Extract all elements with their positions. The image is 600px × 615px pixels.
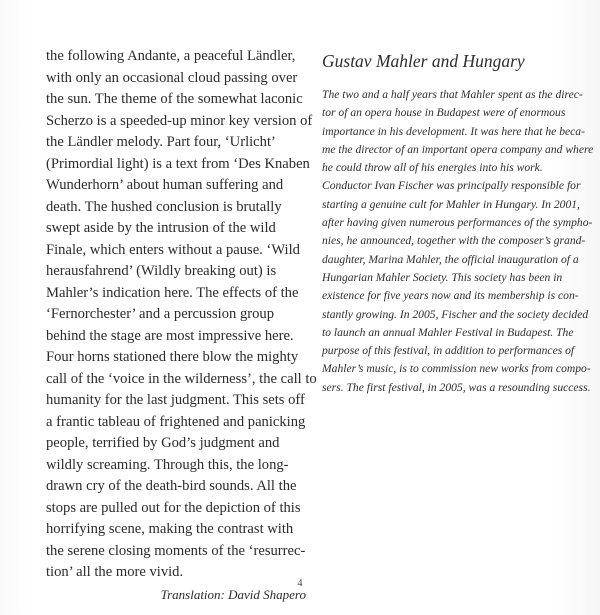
text-line: ‘Fernorchester’ and a percussion group (46, 306, 275, 322)
text-line: with only an occasional cloud passing over (46, 69, 298, 86)
text-line: the following Andante, a peaceful Ländler, (46, 48, 296, 64)
text-line: humanity for the last judgment. This sets off (46, 392, 305, 408)
text-line: Finale, which enters without a pause. ‘Wild (46, 241, 300, 258)
text-line: importance in his development. It was here that he beca- (322, 124, 585, 138)
text-line: the sun. The theme of the somewhat laconic (46, 91, 303, 107)
article-title: Gustav Mahler and Hungary (322, 51, 525, 71)
text-line: wildly screaming. Through this, the long- (46, 456, 289, 473)
text-line: Four horns stationed there blow the mighty (46, 349, 299, 365)
article-paragraph (322, 86, 594, 397)
text-line: nies, he announced, together with the composer’s grand- (322, 234, 586, 248)
text-line: death. The hushed conclusion is brutally (46, 198, 282, 215)
text-line: stops are pulled out for the depiction of this (46, 499, 301, 516)
text-line: tion’ all the more vivid. (46, 564, 184, 580)
text-line: Scherzo is a speeded-up minor key version of (46, 112, 313, 129)
text-line: he could throw all of his energies into his work. (322, 161, 543, 175)
text-line: Wunderhorn’ about human suffering and (46, 177, 284, 193)
text-line: drawn cry of the death-bird sounds. All the (46, 478, 297, 494)
text-line: The two and a half years that Mahler spent as the direc- (322, 88, 583, 101)
text-line: Conductor Ivan Fischer was principally responsible for (322, 179, 581, 193)
text-line: after having given numerous performances of the sympho- (322, 216, 593, 230)
text-line: (Primordial light) is a text from ‘Des Knaben (46, 155, 310, 172)
text-line: stantly growing. In 2005, Fischer and the society decided (322, 307, 589, 321)
text-line: me the director of an important opera company and where (322, 142, 594, 156)
left-column-text (46, 46, 317, 605)
text-line: starting a genuine cult for Mahler in Hungary. In 2001, (322, 197, 580, 211)
text-line: herausfahrend’ (Wildly breaking out) is (46, 263, 277, 279)
text-line: Hungarian Mahler Society. This society has been in (322, 270, 563, 284)
text-line: the serene closing moments of the ‘resurrec- (46, 542, 306, 559)
text-line: Mahler’s music, is to commission new works from compo- (322, 362, 591, 376)
text-line: people, terrified by God’s judgment and (46, 435, 280, 451)
text-line: sers. The first festival, in 2005, was a resounding success. (322, 380, 591, 394)
text-line: purpose of this festival, in addition to performances of (322, 344, 575, 358)
text-line: swept aside by the intrusion of the wild (46, 220, 276, 236)
text-line: tor of an opera house in Budapest were of enormous (322, 106, 566, 120)
text-line: to launch an annual Mahler Festival in Budapest. The (322, 325, 574, 339)
right-column-article (322, 50, 594, 397)
text-line: the Ländler melody. Part four, ‘Urlicht’ (46, 134, 276, 150)
text-line: behind the stage are most impressive here. (46, 327, 294, 344)
left-paragraph (46, 46, 317, 584)
text-line: Mahler’s indication here. The effects of the (46, 284, 299, 301)
translation-credit: Translation: David Shapero (160, 586, 306, 602)
text-line: call of the ‘voice in the wilderness’, the call to (46, 370, 317, 387)
text-line: a frantic tableau of frightened and panicking (46, 413, 306, 430)
text-line: daughter, Marina Mahler, the official inauguration of a (322, 252, 579, 266)
page-number: 4 (297, 578, 303, 589)
text-line: existence for five years now and its membership is con- (322, 289, 579, 303)
text-line: horrifying scene, making the contrast with (46, 521, 294, 537)
